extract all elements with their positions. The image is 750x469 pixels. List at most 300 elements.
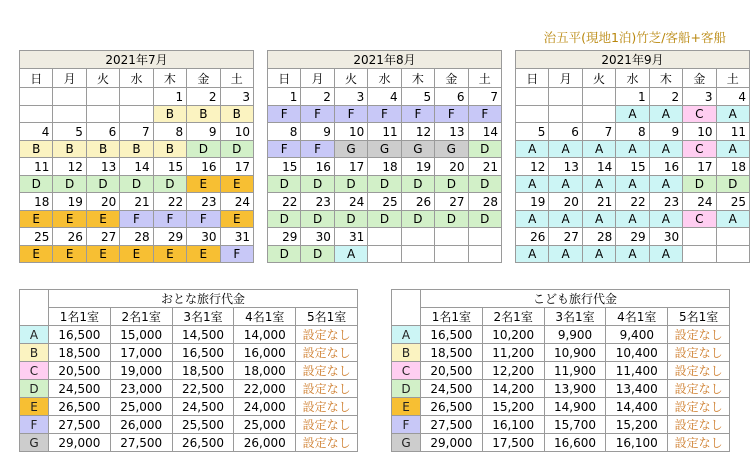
price-value: 18,500 — [172, 362, 234, 380]
empty-day — [53, 88, 86, 106]
day-number: 20 — [86, 193, 119, 211]
day-number: 12 — [516, 158, 549, 176]
day-number: 8 — [268, 123, 301, 141]
day-number: 1 — [153, 88, 186, 106]
price-code-cell: A — [716, 141, 749, 158]
day-number: 30 — [187, 228, 220, 246]
price-value: 設定なし — [668, 380, 730, 398]
day-number: 27 — [86, 228, 119, 246]
day-number: 16 — [301, 158, 334, 176]
price-value: 29,000 — [49, 434, 111, 452]
day-number: 31 — [334, 228, 367, 246]
price-code-cell: D — [301, 176, 334, 193]
price-code-cell: D — [301, 246, 334, 263]
price-code-cell: D — [368, 176, 401, 193]
day-number: 10 — [220, 123, 253, 141]
price-value: 設定なし — [668, 326, 730, 344]
price-value: 16,600 — [544, 434, 606, 452]
empty-day — [401, 228, 434, 246]
price-code-label: D — [20, 380, 49, 398]
day-number: 9 — [187, 123, 220, 141]
day-number: 15 — [153, 158, 186, 176]
day-number: 4 — [716, 88, 749, 106]
price-code-cell: A — [549, 211, 582, 228]
occupancy-header: 3名1室 — [172, 308, 234, 326]
day-number: 15 — [268, 158, 301, 176]
price-code-cell: C — [683, 141, 716, 158]
price-value: 13,900 — [544, 380, 606, 398]
price-value: 25,000 — [110, 398, 172, 416]
day-number: 1 — [616, 88, 649, 106]
occupancy-header: 1名1室 — [49, 308, 111, 326]
price-value: 24,000 — [234, 398, 296, 416]
empty-day — [120, 88, 153, 106]
price-code-cell: B — [187, 106, 220, 123]
price-value: 9,900 — [544, 326, 606, 344]
empty-code — [86, 106, 119, 123]
occupancy-header: 3名1室 — [544, 308, 606, 326]
empty-code — [120, 106, 153, 123]
day-number: 6 — [549, 123, 582, 141]
price-value: 14,400 — [606, 398, 668, 416]
day-number: 1 — [268, 88, 301, 106]
day-number: 2 — [187, 88, 220, 106]
price-value: 24,500 — [172, 398, 234, 416]
price-value: 14,200 — [482, 380, 544, 398]
price-code-cell: F — [153, 211, 186, 228]
price-value: 25,000 — [234, 416, 296, 434]
occupancy-header: 5名1室 — [296, 308, 358, 326]
price-value: 17,500 — [482, 434, 544, 452]
price-code-cell: E — [187, 176, 220, 193]
calendar-july — [19, 50, 254, 263]
price-code-cell: D — [435, 211, 468, 228]
empty-day — [368, 228, 401, 246]
price-value: 12,200 — [482, 362, 544, 380]
price-value: 27,500 — [421, 416, 483, 434]
price-value: 14,900 — [544, 398, 606, 416]
price-value: 設定なし — [668, 362, 730, 380]
weekday-header: 月 — [549, 69, 582, 88]
empty-day — [716, 228, 749, 246]
empty-day — [549, 88, 582, 106]
price-code-cell: D — [468, 141, 501, 158]
day-number: 8 — [153, 123, 186, 141]
price-value: 15,200 — [482, 398, 544, 416]
day-number: 22 — [268, 193, 301, 211]
day-number: 8 — [616, 123, 649, 141]
price-code-cell: B — [153, 141, 186, 158]
empty-code — [716, 246, 749, 263]
price-code-cell: E — [153, 246, 186, 263]
price-value: 18,000 — [234, 362, 296, 380]
price-code-cell: A — [649, 246, 682, 263]
day-number: 26 — [401, 193, 434, 211]
price-table-title: おとな旅行代金 — [49, 290, 358, 308]
price-code-cell: E — [86, 211, 119, 228]
price-code-cell: B — [53, 141, 86, 158]
weekday-header: 火 — [582, 69, 615, 88]
price-code-cell: B — [20, 141, 53, 158]
price-value: 設定なし — [296, 398, 358, 416]
price-value: 設定なし — [668, 416, 730, 434]
price-code-cell: D — [268, 246, 301, 263]
weekday-header: 金 — [683, 69, 716, 88]
day-number: 10 — [683, 123, 716, 141]
day-number: 3 — [334, 88, 367, 106]
price-code-cell: F — [301, 141, 334, 158]
price-value: 27,500 — [49, 416, 111, 434]
price-value: 設定なし — [296, 344, 358, 362]
empty-code — [20, 106, 53, 123]
empty-day — [86, 88, 119, 106]
price-value: 26,500 — [172, 434, 234, 452]
day-number: 28 — [468, 193, 501, 211]
price-value: 18,500 — [49, 344, 111, 362]
price-code-cell: A — [616, 176, 649, 193]
price-value: 22,000 — [234, 380, 296, 398]
occupancy-header: 5名1室 — [668, 308, 730, 326]
empty-code — [435, 246, 468, 263]
price-code-cell: B — [220, 106, 253, 123]
price-code-label: F — [392, 416, 421, 434]
price-value: 15,000 — [110, 326, 172, 344]
price-value: 14,500 — [172, 326, 234, 344]
price-code-label: G — [392, 434, 421, 452]
price-code-cell: A — [649, 141, 682, 158]
price-value: 設定なし — [296, 416, 358, 434]
price-value: 設定なし — [668, 398, 730, 416]
price-code-cell: D — [20, 176, 53, 193]
day-number: 15 — [616, 158, 649, 176]
month-title: 2021年9月 — [516, 51, 750, 69]
price-code-cell: A — [649, 176, 682, 193]
day-number: 24 — [683, 193, 716, 211]
price-code-label: B — [392, 344, 421, 362]
price-value: 設定なし — [296, 362, 358, 380]
price-value: 16,500 — [49, 326, 111, 344]
price-value: 29,000 — [421, 434, 483, 452]
price-value: 26,500 — [49, 398, 111, 416]
day-number: 17 — [220, 158, 253, 176]
price-value: 26,500 — [421, 398, 483, 416]
price-code-cell: D — [401, 211, 434, 228]
price-code-cell: E — [53, 211, 86, 228]
day-number: 20 — [435, 158, 468, 176]
empty-day — [516, 88, 549, 106]
price-value: 9,400 — [606, 326, 668, 344]
day-number: 2 — [301, 88, 334, 106]
price-code-cell: A — [516, 141, 549, 158]
month-title: 2021年7月 — [20, 51, 254, 69]
empty-day — [582, 88, 615, 106]
price-code-cell: A — [516, 211, 549, 228]
price-code-cell: A — [616, 141, 649, 158]
price-code-cell: A — [582, 176, 615, 193]
price-code-cell: F — [220, 246, 253, 263]
day-number: 29 — [616, 228, 649, 246]
price-value: 20,500 — [49, 362, 111, 380]
day-number: 22 — [153, 193, 186, 211]
price-code-cell: D — [86, 176, 119, 193]
price-code-cell: E — [20, 246, 53, 263]
day-number: 26 — [516, 228, 549, 246]
price-code-cell: E — [220, 176, 253, 193]
weekday-header: 水 — [616, 69, 649, 88]
day-number: 23 — [301, 193, 334, 211]
price-value: 27,500 — [110, 434, 172, 452]
day-number: 11 — [368, 123, 401, 141]
price-code-cell: A — [616, 106, 649, 123]
price-code-cell: A — [549, 246, 582, 263]
occupancy-header: 1名1室 — [421, 308, 483, 326]
day-number: 3 — [220, 88, 253, 106]
empty-day — [468, 228, 501, 246]
price-code-cell: D — [301, 211, 334, 228]
price-code-label: A — [20, 326, 49, 344]
price-value: 11,200 — [482, 344, 544, 362]
day-number: 17 — [683, 158, 716, 176]
price-code-cell: F — [401, 106, 434, 123]
weekday-header: 木 — [649, 69, 682, 88]
price-code-cell: F — [368, 106, 401, 123]
day-number: 30 — [649, 228, 682, 246]
day-number: 12 — [401, 123, 434, 141]
price-code-cell: C — [683, 106, 716, 123]
day-number: 16 — [187, 158, 220, 176]
price-code-cell: A — [649, 106, 682, 123]
price-code-cell: A — [549, 176, 582, 193]
day-number: 7 — [468, 88, 501, 106]
price-code-cell: F — [268, 141, 301, 158]
empty-code — [401, 246, 434, 263]
price-code-cell: A — [616, 246, 649, 263]
price-code-cell: D — [334, 211, 367, 228]
price-code-cell: F — [120, 211, 153, 228]
price-code-label: D — [392, 380, 421, 398]
price-value: 16,000 — [234, 344, 296, 362]
price-code-cell: D — [153, 176, 186, 193]
day-number: 25 — [368, 193, 401, 211]
price-code-label: E — [20, 398, 49, 416]
day-number: 12 — [53, 158, 86, 176]
empty-day — [435, 228, 468, 246]
price-value: 15,200 — [606, 416, 668, 434]
weekday-header: 火 — [86, 69, 119, 88]
price-code-cell: D — [187, 141, 220, 158]
day-number: 11 — [716, 123, 749, 141]
day-number: 13 — [86, 158, 119, 176]
empty-day — [20, 88, 53, 106]
day-number: 29 — [153, 228, 186, 246]
price-code-cell: D — [683, 176, 716, 193]
day-number: 23 — [649, 193, 682, 211]
month-title: 2021年8月 — [268, 51, 502, 69]
price-code-cell: A — [582, 141, 615, 158]
day-number: 23 — [187, 193, 220, 211]
price-value: 20,500 — [421, 362, 483, 380]
price-code-cell: G — [368, 141, 401, 158]
price-code-cell: A — [549, 141, 582, 158]
empty-code — [516, 106, 549, 123]
price-code-cell: D — [268, 211, 301, 228]
price-value: 16,100 — [482, 416, 544, 434]
price-code-cell: C — [683, 211, 716, 228]
price-code-label: F — [20, 416, 49, 434]
child-price-table — [391, 289, 730, 452]
empty-day — [683, 228, 716, 246]
price-code-cell: E — [86, 246, 119, 263]
price-code-cell: A — [716, 106, 749, 123]
price-value: 設定なし — [296, 434, 358, 452]
day-number: 6 — [435, 88, 468, 106]
price-code-label: E — [392, 398, 421, 416]
day-number: 28 — [120, 228, 153, 246]
day-number: 5 — [516, 123, 549, 141]
price-code-cell: F — [468, 106, 501, 123]
occupancy-header: 4名1室 — [234, 308, 296, 326]
page-title: 治五平(現地1泊)竹芝/客船+客船 — [543, 30, 726, 45]
price-value: 10,200 — [482, 326, 544, 344]
weekday-header: 土 — [220, 69, 253, 88]
price-code-cell: D — [120, 176, 153, 193]
occupancy-header: 4名1室 — [606, 308, 668, 326]
price-code-cell: D — [468, 176, 501, 193]
price-value: 10,900 — [544, 344, 606, 362]
day-number: 2 — [649, 88, 682, 106]
price-code-cell: A — [582, 211, 615, 228]
price-value: 設定なし — [668, 344, 730, 362]
day-number: 5 — [401, 88, 434, 106]
day-number: 17 — [334, 158, 367, 176]
day-number: 11 — [20, 158, 53, 176]
weekday-header: 水 — [368, 69, 401, 88]
price-code-cell: F — [187, 211, 220, 228]
price-code-cell: D — [435, 176, 468, 193]
weekday-header: 月 — [301, 69, 334, 88]
price-value: 15,700 — [544, 416, 606, 434]
day-number: 3 — [683, 88, 716, 106]
price-value: 24,500 — [49, 380, 111, 398]
price-value: 11,400 — [606, 362, 668, 380]
day-number: 24 — [334, 193, 367, 211]
price-value: 18,500 — [421, 344, 483, 362]
price-value: 16,500 — [172, 344, 234, 362]
price-code-cell: E — [220, 211, 253, 228]
day-number: 30 — [301, 228, 334, 246]
day-number: 14 — [468, 123, 501, 141]
empty-code — [53, 106, 86, 123]
day-number: 21 — [582, 193, 615, 211]
price-code-cell: F — [435, 106, 468, 123]
adult-price-table — [19, 289, 358, 452]
day-number: 13 — [549, 158, 582, 176]
price-code-cell: E — [120, 246, 153, 263]
occupancy-header: 2名1室 — [110, 308, 172, 326]
weekday-header: 月 — [53, 69, 86, 88]
price-code-label: G — [20, 434, 49, 452]
day-number: 26 — [53, 228, 86, 246]
price-code-cell: B — [153, 106, 186, 123]
day-number: 14 — [582, 158, 615, 176]
price-code-label: A — [392, 326, 421, 344]
price-code-cell: D — [368, 211, 401, 228]
price-code-cell: D — [468, 211, 501, 228]
price-code-cell: A — [582, 246, 615, 263]
price-value: 設定なし — [296, 326, 358, 344]
weekday-header: 木 — [401, 69, 434, 88]
price-value: 設定なし — [296, 380, 358, 398]
day-number: 14 — [120, 158, 153, 176]
price-table-title: こども旅行代金 — [421, 290, 730, 308]
day-number: 19 — [516, 193, 549, 211]
day-number: 9 — [649, 123, 682, 141]
weekday-header: 金 — [187, 69, 220, 88]
calendar-august — [267, 50, 502, 263]
price-value: 26,000 — [234, 434, 296, 452]
price-code-cell: F — [301, 106, 334, 123]
day-number: 19 — [53, 193, 86, 211]
price-code-cell: E — [53, 246, 86, 263]
day-number: 27 — [549, 228, 582, 246]
day-number: 4 — [368, 88, 401, 106]
price-code-cell: A — [516, 246, 549, 263]
price-value: 14,000 — [234, 326, 296, 344]
price-value: 25,500 — [172, 416, 234, 434]
day-number: 5 — [53, 123, 86, 141]
price-code-cell: A — [616, 211, 649, 228]
empty-code — [468, 246, 501, 263]
price-code-cell: G — [334, 141, 367, 158]
empty-code — [549, 106, 582, 123]
price-code-cell: B — [120, 141, 153, 158]
price-code-cell: A — [716, 211, 749, 228]
price-code-cell: F — [268, 106, 301, 123]
price-value: 24,500 — [421, 380, 483, 398]
price-code-label: C — [392, 362, 421, 380]
empty-code — [683, 246, 716, 263]
price-value: 設定なし — [668, 434, 730, 452]
price-code-cell: E — [187, 246, 220, 263]
price-code-cell: E — [20, 211, 53, 228]
day-number: 18 — [716, 158, 749, 176]
price-code-cell: A — [516, 176, 549, 193]
price-code-cell: G — [435, 141, 468, 158]
weekday-header: 金 — [435, 69, 468, 88]
price-code-cell: D — [334, 176, 367, 193]
price-value: 16,100 — [606, 434, 668, 452]
price-value: 26,000 — [110, 416, 172, 434]
price-code-label: C — [20, 362, 49, 380]
price-value: 23,000 — [110, 380, 172, 398]
day-number: 24 — [220, 193, 253, 211]
price-code-cell: B — [86, 141, 119, 158]
empty-code — [368, 246, 401, 263]
weekday-header: 土 — [468, 69, 501, 88]
day-number: 18 — [368, 158, 401, 176]
price-code-cell: D — [268, 176, 301, 193]
price-value: 16,500 — [421, 326, 483, 344]
weekday-header: 日 — [516, 69, 549, 88]
weekday-header: 日 — [268, 69, 301, 88]
day-number: 19 — [401, 158, 434, 176]
price-value: 19,000 — [110, 362, 172, 380]
day-number: 10 — [334, 123, 367, 141]
day-number: 13 — [435, 123, 468, 141]
weekday-header: 水 — [120, 69, 153, 88]
day-number: 9 — [301, 123, 334, 141]
day-number: 7 — [582, 123, 615, 141]
